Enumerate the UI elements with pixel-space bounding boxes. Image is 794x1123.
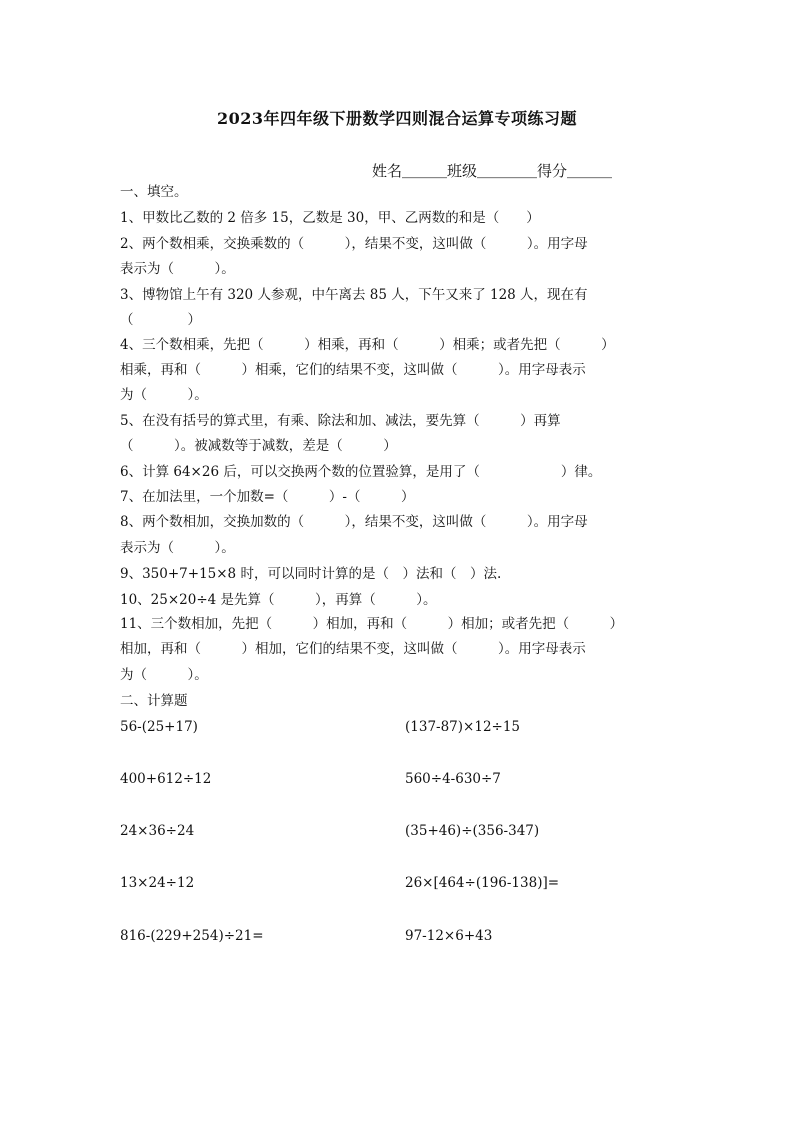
calc-problem: 816-(229+254)÷21= [120, 928, 264, 944]
fill-blank-line: 为（ ）。 [120, 387, 208, 403]
fill-blank-line: 相加，再和（ ）相加，它们的结果不变，这叫做（ ）。用字母表示 [120, 641, 586, 657]
calc-problem: (35+46)÷(356-347) [405, 823, 540, 839]
fill-blank-line: （ ） [120, 312, 201, 328]
fill-blank-line: 相乘，再和（ ）相乘，它们的结果不变，这叫做（ ）。用字母表示 [120, 362, 586, 378]
fill-blank-line: 8、两个数相加，交换加数的（ ），结果不变，这叫做（ ）。用字母 [120, 514, 588, 530]
student-info-line: 姓名＿＿＿班级＿＿＿＿得分＿＿＿ [372, 162, 613, 180]
section-1-heading: 一、填空。 [120, 184, 188, 200]
calc-problem: (137-87)×12÷15 [405, 719, 521, 735]
fill-blank-line: （ ）。被减数等于减数，差是（ ） [120, 438, 397, 454]
fill-blank-line: 7、在加法里，一个加数=（ ）-（ ） [120, 489, 415, 505]
calc-problem: 13×24÷12 [120, 875, 195, 891]
fill-blank-line: 表示为（ ）。 [120, 261, 235, 277]
fill-blank-line: 5、在没有括号的算式里，有乘、除法和加、减法，要先算（ ）再算 [120, 413, 561, 429]
fill-blank-line: 3、博物馆上午有 320 人参观，中午离去 85 人，下午又来了 128 人，现在有 [120, 287, 588, 303]
fill-blank-line: 表示为（ ）。 [120, 540, 235, 556]
calc-problem: 56-(25+17) [120, 719, 198, 735]
fill-blank-line: 4、三个数相乘，先把（ ）相乘，再和（ ）相乘；或者先把（ ） [120, 337, 615, 353]
page-title: 2023年四年级下册数学四则混合运算专项练习题 [216, 109, 578, 128]
fill-blank-line: 11、三个数相加，先把（ ）相加，再和（ ）相加；或者先把（ ） [120, 616, 624, 632]
calc-problem: 97-12×6+43 [405, 928, 493, 944]
fill-blank-line: 6、计算 64×26 后，可以交换两个数的位置验算，是用了（ ）律。 [120, 464, 602, 480]
calc-problem: 24×36÷24 [120, 823, 195, 839]
fill-blank-line: 1、甲数比乙数的 2 倍多 15，乙数是 30，甲、乙两数的和是（ ） [120, 210, 540, 226]
calc-problem: 560÷4-630÷7 [405, 771, 501, 787]
fill-blank-line: 2、两个数相乘，交换乘数的（ ），结果不变，这叫做（ ）。用字母 [120, 236, 588, 252]
fill-blank-line: 10、25×20÷4 是先算（ ），再算（ ）。 [120, 592, 437, 608]
section-2-heading: 二、计算题 [120, 693, 188, 709]
fill-blank-line: 9、350+7+15×8 时，可以同时计算的是（ ）法和（ ）法. [120, 566, 502, 582]
calc-problem: 26×[464÷(196-138)]= [405, 875, 560, 891]
calc-problem: 400+612÷12 [120, 771, 212, 787]
fill-blank-line: 为（ ）。 [120, 667, 208, 683]
